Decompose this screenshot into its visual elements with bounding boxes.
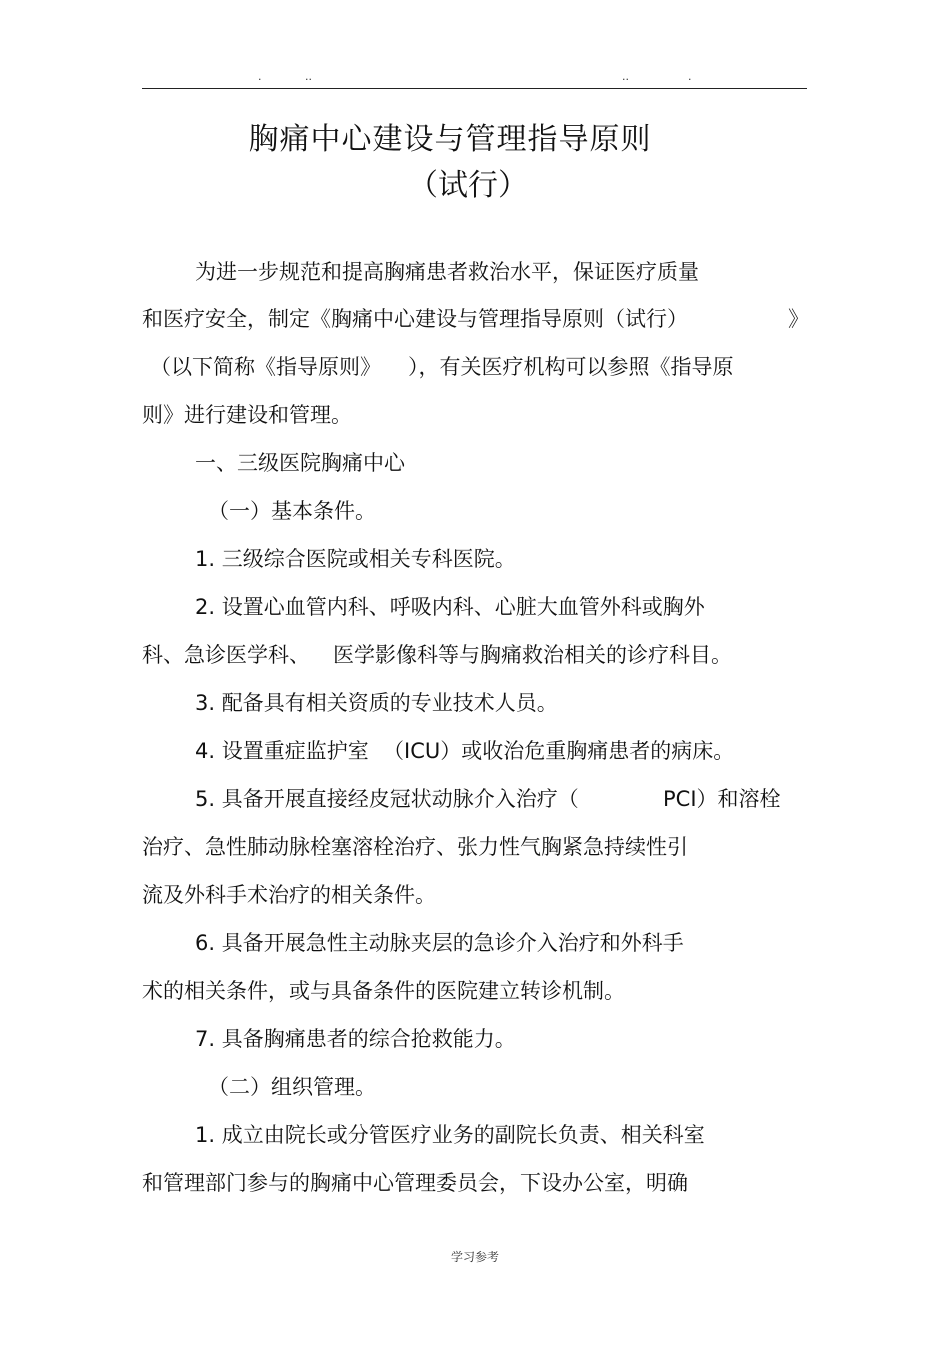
header-mark: . <box>258 70 262 83</box>
page-footer: 学习参考 <box>450 1250 499 1264</box>
paragraph-line: ），有关医疗机构可以参照《指导原 <box>408 355 734 379</box>
list-item: 5. 具备开展直接经皮冠状动脉介入治疗（ <box>195 787 579 811</box>
paragraph-line: 》 <box>788 307 809 331</box>
list-item: 医学影像科等与胸痛救治相关的诊疗科目。 <box>333 643 732 667</box>
header-rule <box>142 88 807 89</box>
list-item: 4. 设置重症监护室 <box>195 739 369 763</box>
list-item: 2. 设置心血管内科、呼吸内科、心脏大血管外科或胸外 <box>195 595 705 619</box>
section-heading: 一、三级医院胸痛中心 <box>195 451 405 475</box>
paragraph-line: 则》进行建设和管理。 <box>142 403 352 427</box>
list-item: 流及外科手术治疗的相关条件。 <box>142 883 436 907</box>
header-mark: . <box>688 70 692 83</box>
list-item: （ICU）或收治危重胸痛患者的病床。 <box>383 739 735 763</box>
paragraph-line: 为进一步规范和提高胸痛患者救治水平，保证医疗质量 <box>195 260 699 284</box>
list-item: 治疗、急性肺动脉栓塞溶栓治疗、张力性气胸紧急持续性引 <box>142 835 688 859</box>
list-item: 和管理部门参与的胸痛中心管理委员会，下设办公室，明确 <box>142 1171 688 1195</box>
list-item: 1. 成立由院长或分管医疗业务的副院长负责、相关科室 <box>195 1123 705 1147</box>
list-item: 3. 配备具有相关资质的专业技术人员。 <box>195 691 558 715</box>
header-mark: .. <box>305 70 312 83</box>
list-item: 6. 具备开展急性主动脉夹层的急诊介入治疗和外科手 <box>195 931 684 955</box>
subsection-heading: （一）基本条件。 <box>208 499 376 523</box>
document-title: 胸痛中心建设与管理指导原则 <box>248 122 652 157</box>
list-item: 术的相关条件，或与具备条件的医院建立转诊机制。 <box>142 979 625 1003</box>
list-item: 7. 具备胸痛患者的综合抢救能力。 <box>195 1027 516 1051</box>
subsection-heading: （二）组织管理。 <box>208 1075 376 1099</box>
paragraph-line: 和医疗安全，制定《胸痛中心建设与管理指导原则（试行） <box>142 307 688 331</box>
document-subtitle: （试行） <box>408 168 528 203</box>
paragraph-line: （以下简称《指导原则》 <box>150 355 381 379</box>
list-item: 科、急诊医学科、 <box>142 643 310 667</box>
header-mark: .. <box>622 70 629 83</box>
list-item: PCI）和溶栓 <box>663 787 781 811</box>
list-item: 1. 三级综合医院或相关专科医院。 <box>195 547 516 571</box>
